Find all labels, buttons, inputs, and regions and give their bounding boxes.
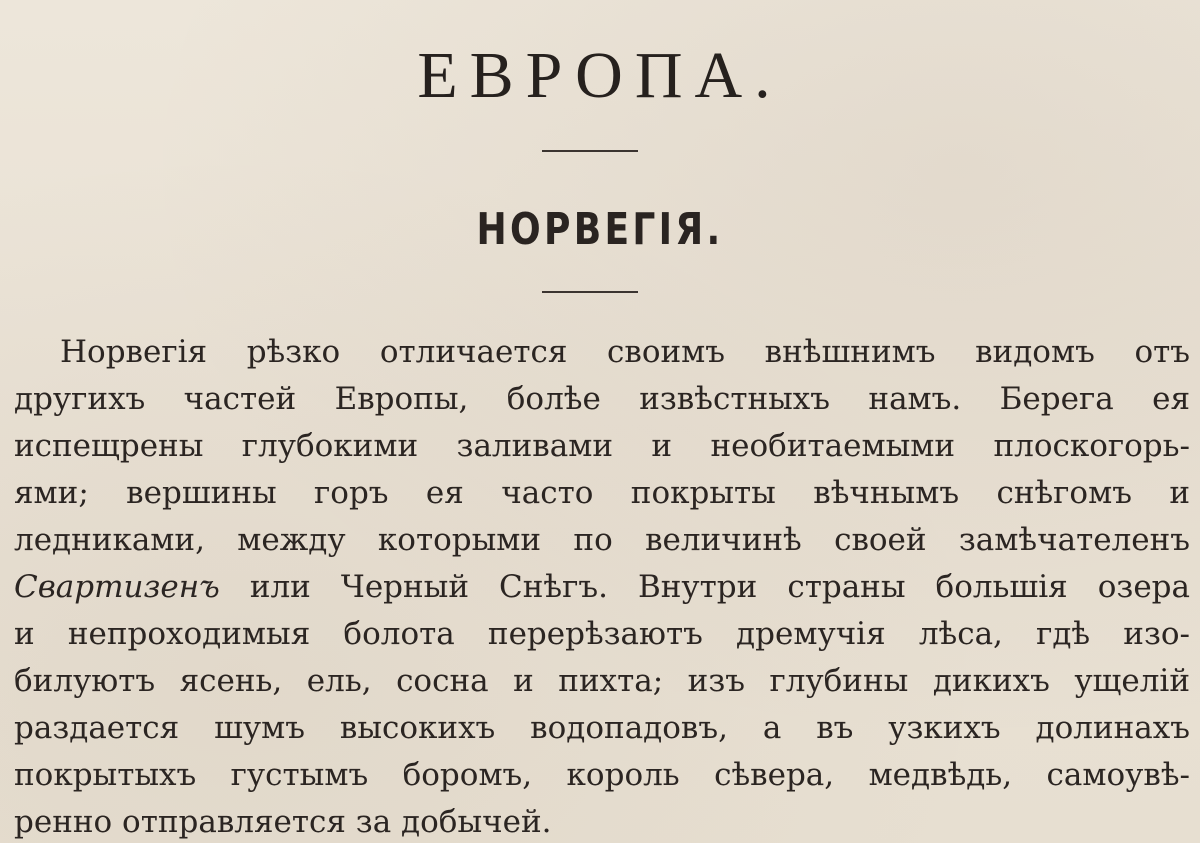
text-line-1: Норвегія рѣзко отличается своимъ внѣшнимъ видомъ отъ: [60, 334, 1190, 370]
text-line-11: ренно отправляется за добычей.: [14, 804, 552, 840]
section-heading: НОРВЕГIЯ.: [476, 204, 724, 255]
body-paragraph: [14, 329, 1190, 843]
text-line-7: и непроходимыя болота перерѣзаютъ дремучія лѣса, гдѣ изо-: [14, 616, 1190, 652]
text-line-2: другихъ частей Европы, болѣе извѣстныхъ намъ. Берега ея: [14, 381, 1190, 417]
text-line-8: билуютъ ясень, ель, сосна и пихта; изъ глубины дикихъ ущелій: [14, 663, 1190, 699]
text-line-6-rest: или Черный Снѣгъ. Внутри страны большія озера: [249, 569, 1190, 605]
italic-term: Свартизенъ: [14, 569, 220, 605]
text-line-9: раздается шумъ высокихъ водопадовъ, а въ узкихъ долинахъ: [14, 710, 1190, 746]
text-line-10: покрытыхъ густымъ боромъ, король сѣвера, медвѣдь, самоувѣ-: [14, 757, 1190, 793]
section-divider: [542, 291, 638, 293]
text-line-5: ледниками, между которыми по величинѣ своей замѣчателенъ: [14, 522, 1190, 558]
title-divider: [542, 150, 638, 152]
text-line-6: [14, 564, 1190, 611]
text-line-3: испещрены глубокими заливами и необитаемыми плоскогорь-: [14, 428, 1190, 464]
text-line-4: ями; вершины горъ ея часто покрыты вѣчнымъ снѣгомъ и: [14, 475, 1190, 511]
page-title: ЕВРОПА.: [417, 39, 783, 112]
